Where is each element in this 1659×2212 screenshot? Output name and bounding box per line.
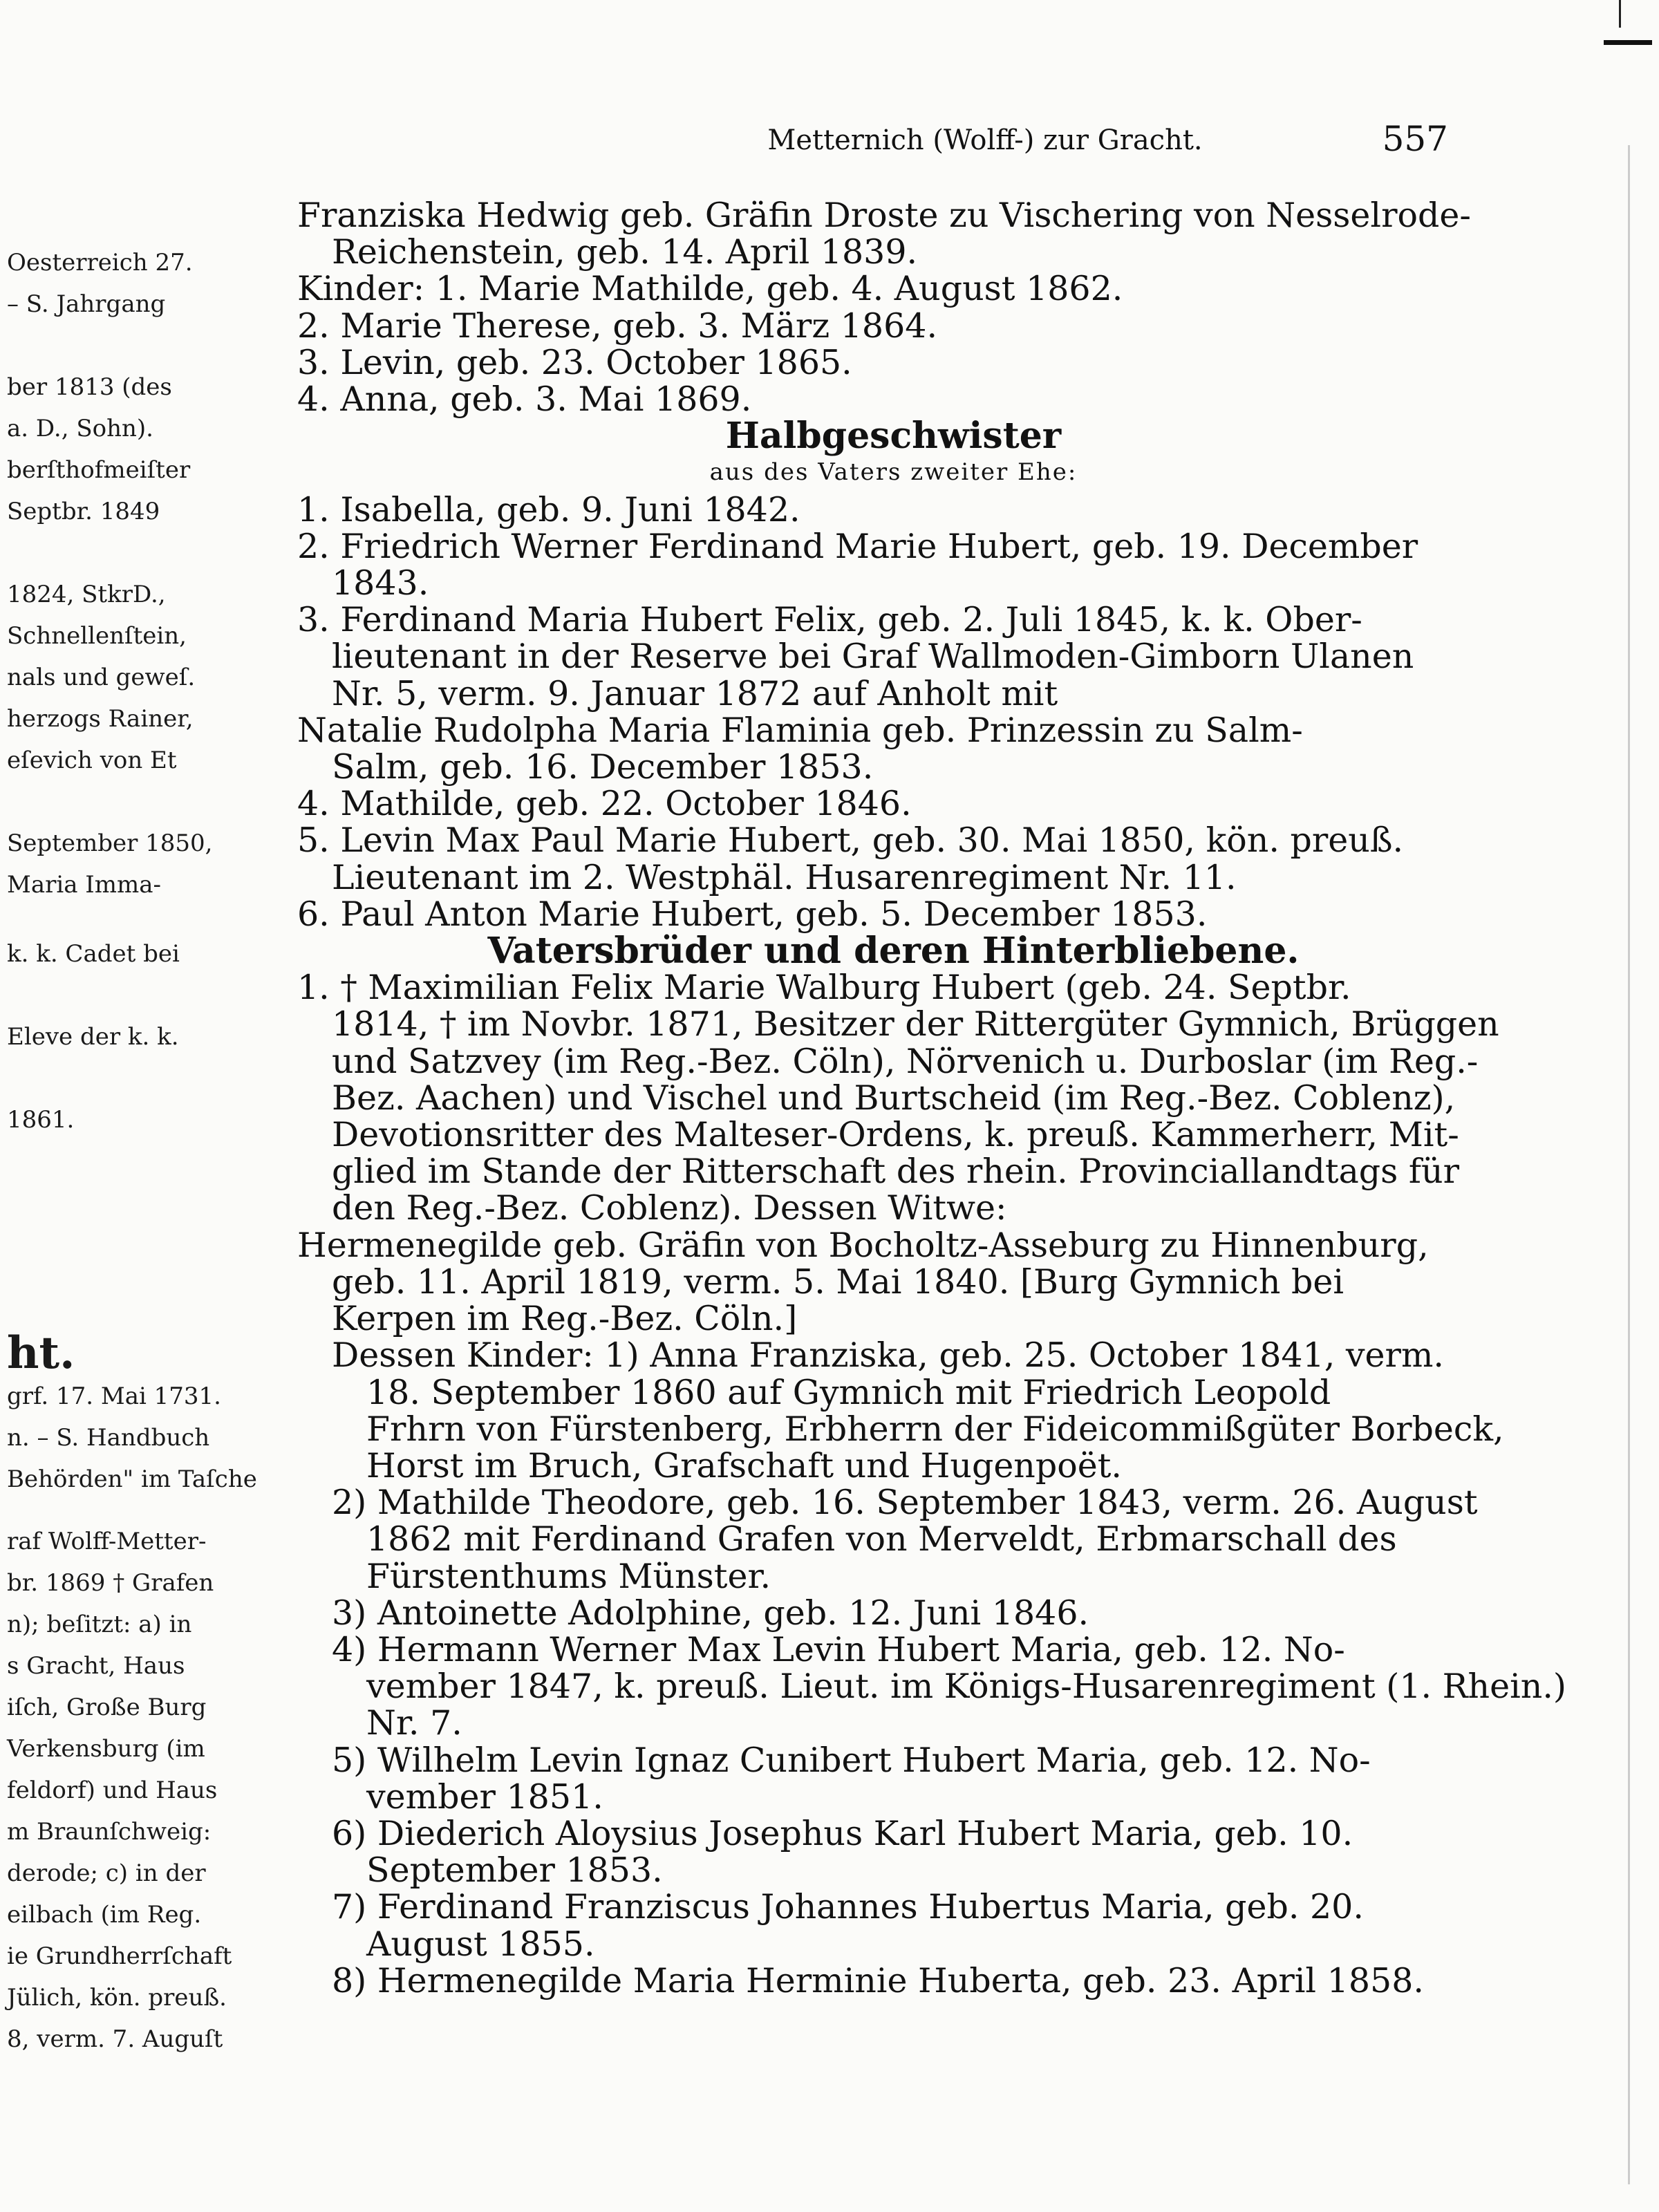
left-fragment-line: Eleve der k. k. [7,1023,179,1051]
left-fragment-line: Oesterreich 27. [7,249,193,276]
text-line: 5. Levin Max Paul Marie Hubert, geb. 30. Mai 1850, kön. preuß. [297,821,1404,861]
text-line: Lieutenant im 2. Westphäl. Husarenregiment Nr. 11. [332,857,1237,897]
text-line: Salm, geb. 16. December 1853. [332,747,874,787]
left-fragment-line: herzogs Rainer, [7,705,194,733]
main-text-column [297,196,1567,2000]
left-fragment-line: ie Grundherrſchaft [7,1942,232,1970]
text-line: Horst im Bruch, Grafschaft und Hugenpoët. [366,1445,1123,1485]
text-line: 4. Anna, geb. 3. Mai 1869. [297,379,752,420]
text-line: 1814, † im Novbr. 1871, Besitzer der Rittergüter Gymnich, Brüggen [332,1004,1499,1044]
left-fragment-line: ht. [7,1327,75,1379]
text-line: 4. Mathilde, geb. 22. October 1846. [297,784,912,824]
text-line: Franziska Hedwig geb. Gräfin Droste zu Vischering von Nesselrode- [297,196,1471,235]
text-line: 2. Friedrich Werner Ferdinand Marie Hubert, geb. 19. December [297,526,1418,566]
left-fragment-line: iſch, Große Burg [7,1694,207,1721]
text-line: den Reg.-Bez. Coblenz). Dessen Witwe: [332,1188,1007,1228]
left-fragment-line: berſthofmeiſter [7,456,191,484]
text-line: Kinder: 1. Marie Mathilde, geb. 4. August 1862. [297,269,1123,309]
left-fragment-line: Maria Imma- [7,871,161,899]
text-line: 5) Wilhelm Levin Ignaz Cunibert Hubert Maria, geb. 12. No- [332,1740,1371,1780]
scan-mark-top [1604,40,1652,45]
left-fragment-line: k. k. Cadet bei [7,940,180,968]
text-line: lieutenant in der Reserve bei Graf Wallmoden-Gimborn Ulanen [332,637,1414,677]
left-fragment-line: derode; c) in der [7,1859,206,1887]
left-fragment-line: grf. 17. Mai 1731. [7,1382,221,1410]
text-line: geb. 11. April 1819, verm. 5. Mai 1840. [Burg Gymnich bei [332,1262,1344,1302]
text-line: 4) Hermann Werner Max Levin Hubert Maria, geb. 12. No- [332,1629,1345,1669]
left-fragment-line: 1824, StkrD., [7,581,166,608]
text-line: Frhrn von Fürstenberg, Erbherrn der Fideicommißgüter Borbeck, [366,1409,1504,1449]
text-line: 1. Isabella, geb. 9. Juni 1842. [297,489,800,529]
text-line: Nr. 7. [366,1703,462,1743]
left-fragment-line: Schnellenſtein, [7,622,187,650]
text-line: vember 1851. [366,1777,603,1817]
text-line: Fürstenthums Münster. [366,1556,771,1596]
section-heading: Vatersbrüder und deren Hinterbliebene. [487,930,1300,973]
text-line: Hermenegilde geb. Gräfin von Bocholtz-Asseburg zu Hinnenburg, [297,1225,1429,1265]
text-line: 7) Ferdinand Franziscus Johannes Hubertus Maria, geb. 20. [332,1887,1364,1927]
text-line: 8) Hermenegilde Maria Herminie Huberta, geb. 23. April 1858. [332,1960,1424,2000]
left-fragment-line: eilbach (im Reg. [7,1901,202,1929]
text-line: 1. † Maximilian Felix Marie Walburg Hubert (geb. 24. Septbr. [297,968,1351,1008]
left-fragment-line: raf Wolff-Metter- [7,1528,207,1555]
left-fragment-line: br. 1869 † Grafen [7,1569,214,1597]
left-fragment-line: 1861. [7,1106,75,1134]
left-page-fragment [0,221,257,2212]
text-line: Natalie Rudolpha Maria Flaminia geb. Prinzessin zu Salm- [297,710,1303,750]
left-fragment-line: feldorf) und Haus [7,1777,218,1804]
left-fragment-line: a. D., Sohn). [7,415,153,442]
text-line: Dessen Kinder: 1) Anna Franziska, geb. 25. October 1841, verm. [332,1335,1445,1376]
left-fragment-line: 8, verm. 7. Auguſt [7,2025,223,2053]
left-fragment-line: m Braunſchweig: [7,1818,212,1846]
section-heading: aus des Vaters zweiter Ehe: [709,458,1078,487]
text-line: vember 1847, k. preuß. Lieut. im Königs-Husarenregiment (1. Rhein.) [366,1667,1567,1707]
text-line: 18. September 1860 auf Gymnich mit Friedrich Leopold [366,1372,1331,1412]
page-edge-shadow [1628,145,1630,2184]
text-line: 6) Diederich Aloysius Josephus Karl Hubert Maria, geb. 10. [332,1813,1353,1853]
text-line: Bez. Aachen) und Vischel und Burtscheid (im Reg.-Bez. Coblenz), [332,1078,1456,1118]
left-fragment-line: September 1850, [7,830,213,857]
text-line: Kerpen im Reg.-Bez. Cöln.] [332,1299,798,1339]
left-fragment-line: nals und geweſ. [7,664,196,691]
left-fragment-line: ber 1813 (des [7,373,172,401]
text-line: 1843. [332,563,429,603]
text-line: 2. Marie Therese, geb. 3. März 1864. [297,306,938,346]
text-line: September 1853. [366,1850,663,1891]
text-line: 3. Levin, geb. 23. October 1865. [297,342,852,382]
text-line: Devotionsritter des Malteser-Ordens, k. preuß. Kammerherr, Mit- [332,1115,1459,1155]
left-fragment-line: eſevich von Et [7,747,177,774]
scan-mark-tick [1619,0,1621,28]
left-fragment-line: Jülich, kön. preuß. [7,1984,227,2012]
text-line: Reichenstein, geb. 14. April 1839. [332,232,918,272]
left-fragment-line: Behörden" im Taſche [7,1465,257,1493]
left-fragment-line: Septbr. 1849 [7,498,160,525]
text-line: und Satzvey (im Reg.-Bez. Cöln), Nörvenich u. Durboslar (im Reg.- [332,1041,1479,1081]
left-fragment-line: s Gracht, Haus [7,1652,185,1680]
left-fragment-line: Verkensburg (im [7,1735,205,1763]
left-fragment-line: – S. Jahrgang [7,290,166,318]
running-title: Metternich (Wolff-) zur Gracht. [767,124,1203,156]
text-line: 3. Ferdinand Maria Hubert Felix, geb. 2. Juli 1845, k. k. Ober- [297,600,1362,640]
page-number: 557 [1382,119,1448,159]
text-line: glied im Stande der Ritterschaft des rhein. Provinciallandtags für [332,1152,1459,1192]
text-line: 2) Mathilde Theodore, geb. 16. September 1843, verm. 26. August [332,1483,1478,1523]
left-fragment-line: n); beſitzt: a) in [7,1611,192,1638]
text-line: 1862 mit Ferdinand Grafen von Merveldt, Erbmarschall des [366,1519,1397,1559]
text-line: Nr. 5, verm. 9. Januar 1872 auf Anholt mit [332,673,1058,713]
text-line: 3) Antoinette Adolphine, geb. 12. Juni 1846. [332,1593,1089,1633]
text-line: 6. Paul Anton Marie Hubert, geb. 5. December 1853. [297,894,1208,934]
left-fragment-line: n. – S. Handbuch [7,1424,210,1452]
text-line: August 1855. [366,1924,595,1964]
section-heading: Halbgeschwister [725,415,1062,458]
